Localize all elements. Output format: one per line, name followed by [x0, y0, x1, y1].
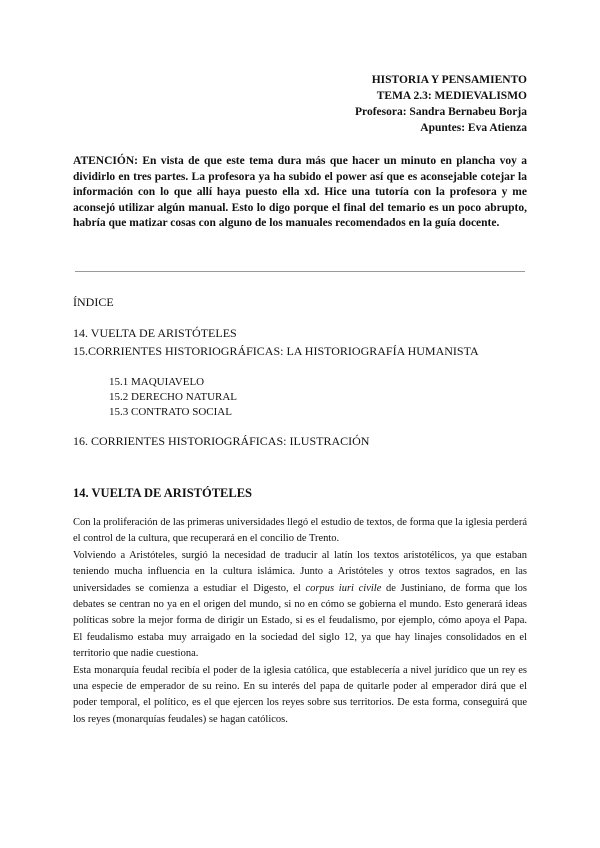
notes-author: Apuntes: Eva Atienza	[420, 122, 527, 134]
toc-subitem-15-3: 15.3 CONTRATO SOCIAL	[109, 406, 232, 418]
topic-title: TEMA 2.3: MEDIEVALISMO	[376, 90, 527, 102]
index-heading: ÍNDICE	[73, 295, 114, 309]
paragraph: Con la proliferación de las primeras universidades llegó el estudio de textos, de forma que la iglesia perderá el control de la cultura, que recuperará en el concilio de Trento.	[73, 517, 527, 545]
toc-item-16: 16. CORRIENTES HISTORIOGRÁFICAS: ILUSTRACIÓN	[73, 434, 370, 448]
section-heading: 14. VUELTA DE ARISTÓTELES	[73, 486, 253, 500]
paragraph	[73, 548, 527, 663]
toc-item-15: 15.CORRIENTES HISTORIOGRÁFICAS: LA HISTORIOGRAFÍA HUMANISTA	[73, 344, 479, 358]
horizontal-divider	[75, 271, 525, 272]
document-header	[355, 72, 527, 136]
section-body	[73, 515, 527, 728]
italic-term: corpus iuri civile	[305, 582, 382, 594]
toc-subitem-15-2: 15.2 DERECHO NATURAL	[109, 391, 238, 403]
toc-subitem-15-1: 15.1 MAQUIAVELO	[109, 376, 205, 388]
paragraph: Esta monarquía feudal recibía el poder de la iglesia católica, que establecería a nivel jurídico que un rey es una especie de emperador de su reino. En su interés del papa de quitarle poder al emperador dirá que el poder temporal, el político, es el que ejercen los reyes sobre sus territorios. De esta forma, conseguirá que los reyes (monarquías feudales) se hagan católicos.	[73, 664, 527, 725]
professor-name: Profesora: Sandra Bernabeu Borja	[355, 106, 527, 118]
toc-item-14: 14. VUELTA DE ARISTÓTELES	[73, 326, 237, 340]
paragraph-text: Volviendo a Aristóteles, surgió la necesidad de traducir al latín los textos aristotélicos, ya que estaban teniendo mucha influencia en la cultura islámica. Junto a Aristóteles y otros textos sagrados, en las universidades se comienza a estudiar el Digesto, el	[73, 549, 527, 594]
paragraph-text: de Justiniano, de forma que los debates se centran no ya en el origen del mundo, si no en cómo se gobierna el mundo. Esto generará ideas políticas sobre la mejor forma de dirigir un Estado, si es el feudalismo, por ejemplo, cómo apoya el Papa. El feudalismo estaba muy arraigado en la sociedad del siglo 12, ya que hay linajes consolidados en el territorio que nadie cuestiona.	[73, 582, 527, 660]
course-title: HISTORIA Y PENSAMIENTO	[371, 74, 527, 86]
warning-note: ATENCIÓN: En vista de que este tema dura más que hacer un minuto en plancha voy a dividirlo en tres partes. La profesora ya ha subido el power así que es aconsejable cotejar la información con lo que allí haya puesto ella xd. Hice una tutoría con la profesora y me aconsejó utilizar algún manual. Esto lo digo porque el final del temario es un poco abrupto, habría que matizar cosas con alguno de los manuales recomendados en la guía docente.	[73, 155, 527, 229]
